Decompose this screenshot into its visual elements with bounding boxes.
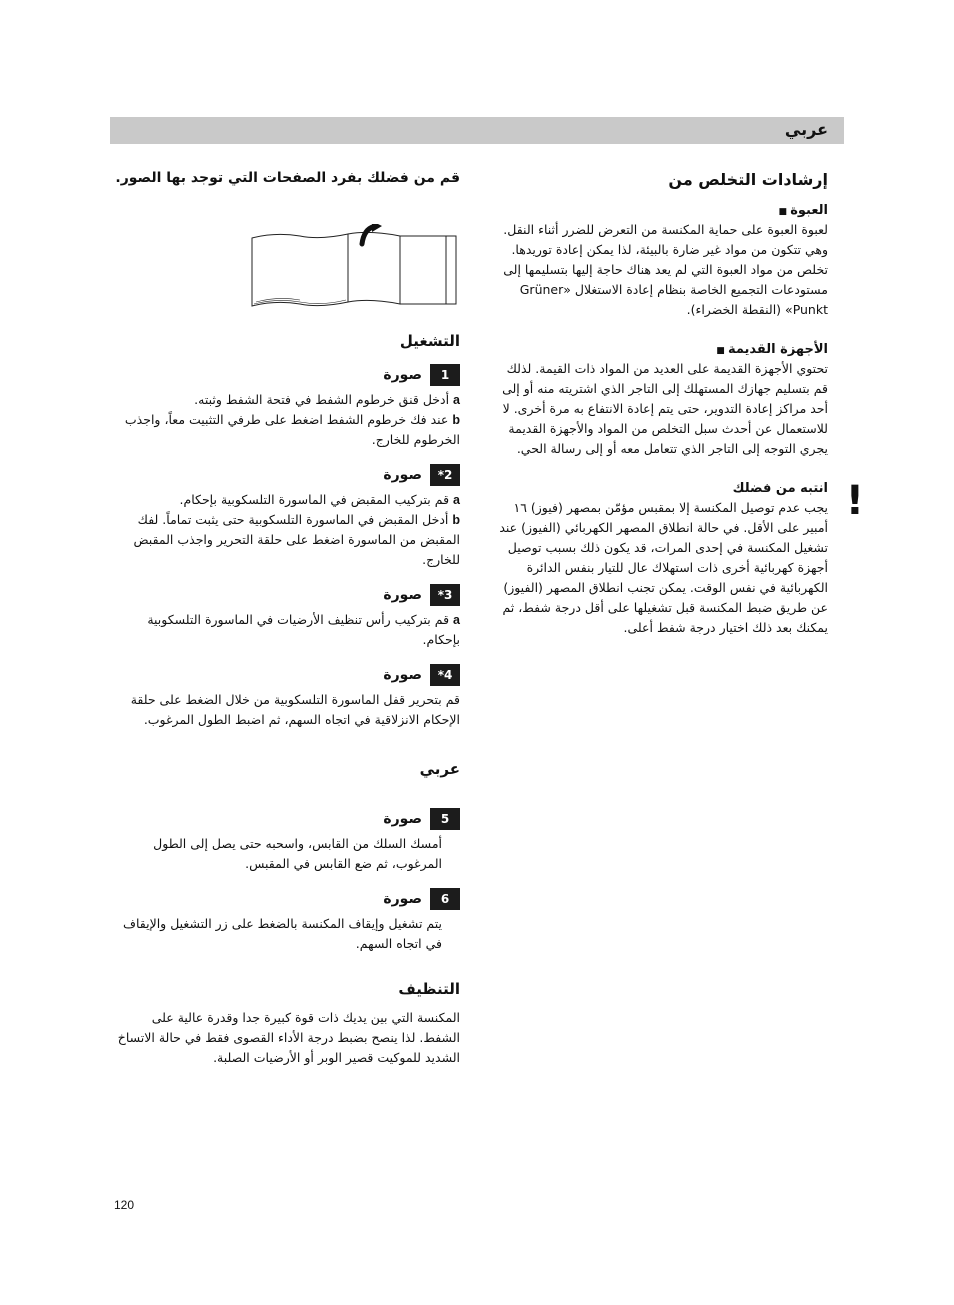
figure-number-badge: 6 [430,888,460,910]
old-devices-heading: الأجهزة القديمة ■ [496,342,828,357]
page-number: 120 [114,1198,135,1212]
attention-block [496,478,864,638]
step-text: عند فك خرطوم الشفط اضغط على طرفي التثبيت معاً، واجذب الخرطوم للخارج. [124,412,460,447]
cleaning-heading: التنظيف [398,980,460,998]
step-letter: a [453,393,460,407]
foldout-pages-illustration [250,224,460,308]
figure-word: صورة [383,587,422,603]
fig6-text: يتم تشغيل وإيقاف المكنسة بالضغط على زر التشغيل والإيقاف في اتجاه السهم. [123,916,442,951]
step-letter: a [453,493,460,507]
figure-1-label [110,364,460,386]
figure-word: صورة [383,367,422,383]
fig3-step-a [110,610,460,650]
language-header-bar [110,117,844,144]
operation-heading: التشغيل [399,332,460,350]
arabic-heading: عربي [419,760,460,778]
figure-number-badge: 5 [430,808,460,830]
figure-word: صورة [383,467,422,483]
packaging-text: لعبوة العبوة على حماية المكنسة من التعرض للضرر أثناء النقل. وهي تتكون من مواد غير ضارة بالبيئة، لذا يمكن إعادة توريدها. تخلص من مواد العبوة التي لم يعد هناك حاجة إليها بتسليمها إلى مستودعات التجميع الخاصة بنظام إعادة الاستغلال «Grüner Punkt» (النقطة الخضراء). [503,222,828,317]
step-text: قم بتركيب المقبض في الماسورة التلسكوبية بإحكام. [179,492,450,507]
disposal-column [496,170,864,638]
fig4-text: قم بتحرير قفل الماسورة التلسكوبية من خلال الضغط على حلقة الإحكام الانزلاقية في اتجاه السهم، ثم اضبط الطول المرغوب. [130,692,460,727]
figure-number-badge: 4* [430,664,460,686]
figure-number-badge: 2* [430,464,460,486]
figure-6-label [110,888,460,910]
fig1-step-a [110,390,460,410]
figure-3-label [110,584,460,606]
cleaning-text: المكنسة التي بين يديك ذات قوة كبيرة جدا وقدرة عالية على الشفط. لذا ينصح بضبط درجة الأداء القصوى فقط في حالة الاتساخ الشديد للموكيت قصير الوبر أو الأرضيات الصلبة. [117,1010,460,1065]
figure-word: صورة [383,891,422,907]
attention-text: يجب عدم توصيل المكنسة إلا بمقبس مؤمّن بمصهر (فيوز) ١٦ أمبير على الأقل. في حالة انطلاق المصهر الكهربائي (الفيوز) عند تشغيل المكنسة في إحدى المرات، قد يكون ذلك بسبب توصيل أجهزة كهربائية أخرى ذات استهلاك عال للتيار بنفس الدائرة الكهربائية في نفس الوقت. يمكن تجنب انطلاق المصهر (الفيوز) عن طريق ضبط المكنسة قبل تشغيلها على أقل درجة شفط، ثم يمكنك بعد ذلك اختيار درجة شفط أعلى. [499,500,828,635]
fig2-step-b [110,510,460,570]
packaging-heading: العبوة ■ [496,203,828,218]
figure-word: صورة [383,667,422,683]
step-text: أدخل قنق خرطوم الشفط في فتحة الشفط وثبته. [194,392,450,407]
step-text: أدخل المقبض في الماسورة التلسكوبية حتى يثبت تماماً. لفك المقبض من الماسورة اضغط على حلقة التحرير واجذب المقبض للخارج. [133,512,460,567]
operation-column [110,170,460,1068]
figure-2-label [110,464,460,486]
language-title: عربي [784,120,828,139]
fig5-text: أمسك السلك من القابس، واسحبه حتى يصل إلى الطول المرغوب، ثم ضع القابس في المقبس. [153,836,442,871]
step-letter: b [452,513,460,527]
figure-number-badge: 1 [430,364,460,386]
figure-5-label [110,808,460,830]
attention-heading: انتبه من فضلك [732,481,828,496]
fig2-step-a [110,490,460,510]
step-text: قم بتركيب رأس تنظيف الأرضيات في الماسورة التلسكوبية بإحكام. [147,612,460,647]
fig1-step-b [110,410,460,450]
disposal-title: إرشادات التخلص من [668,170,828,189]
step-letter: b [452,413,460,427]
exclamation-icon: ! [845,478,864,524]
figure-4-label [110,664,460,686]
unfold-instruction: قم من فضلك بفرد الصفحات التي توجد بها الصور. [115,170,460,186]
old-devices-text: تحتوي الأجهزة القديمة على العديد من المواد ذات القيمة. لذلك قم بتسليم جهازك المستهلك إلى التاجر الذي اشتريته منه أو إلى أحد مراكز إعادة التدوير، حتى يتم إعادة الانتفاع به مرة أخرى. لا للاستعمال عن أحدث سبل التخلص من المواد والأجهزة القديمة يجري التوجه إلى التاجر الذي تتعامل معه أو إلى رسالة الحي. [502,361,828,456]
figure-number-badge: 3* [430,584,460,606]
figure-word: صورة [383,811,422,827]
step-letter: a [453,613,460,627]
